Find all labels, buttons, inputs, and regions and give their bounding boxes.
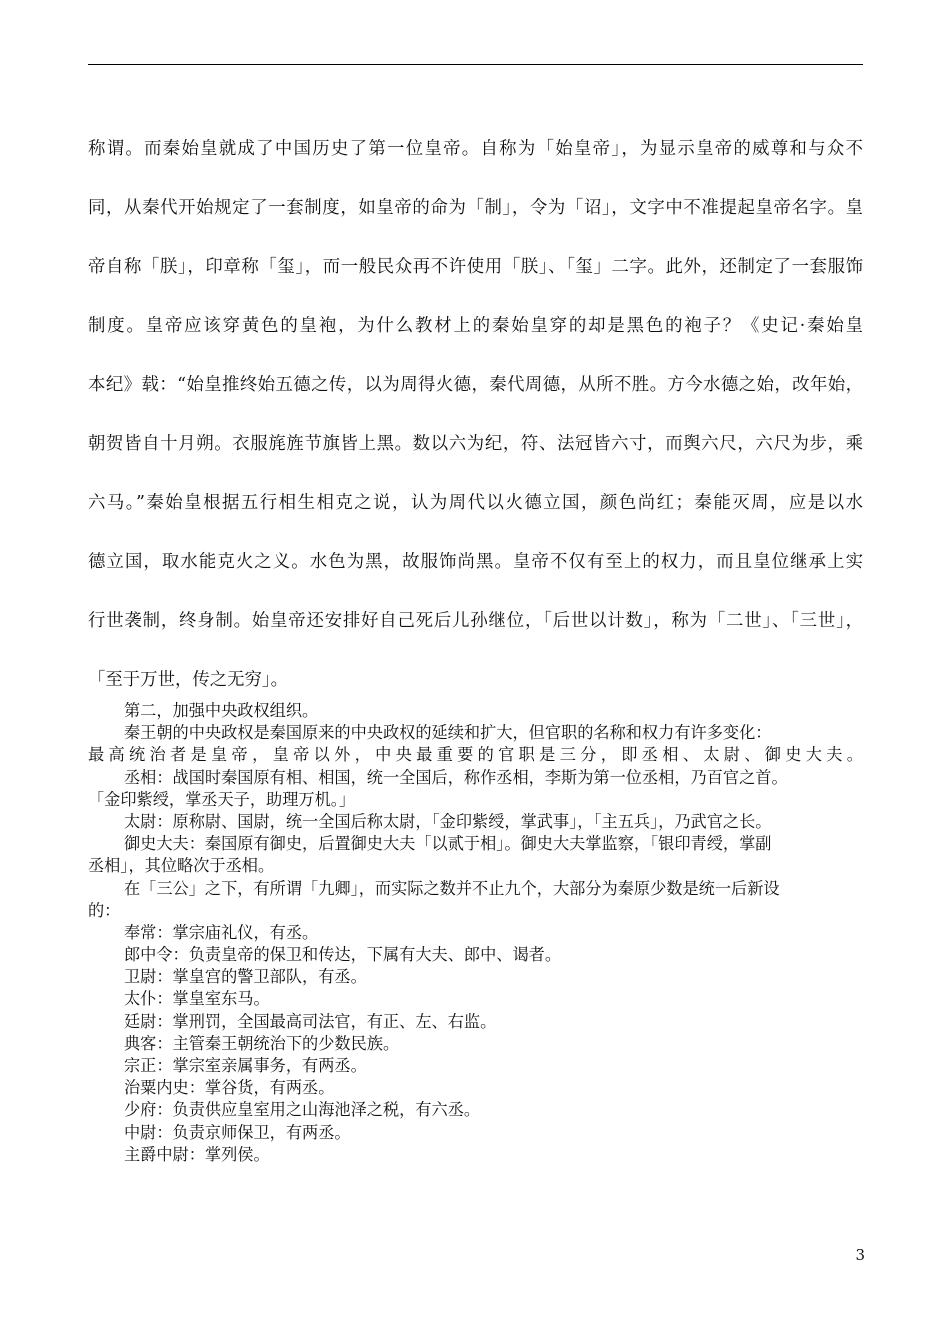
text-line: 行世袭制，终身制。始皇帝还安排好自己死后儿孙继位，「后世以计数」，称为「二世」、「三世」， xyxy=(88,611,863,631)
list-item: 宗正：掌宗室亲属事务，有两丞。 xyxy=(124,1056,367,1075)
text-line: 太尉：原称尉、国尉，统一全国后称太尉，「金印紫绶，掌武事」，「主五兵」，乃武官之长。 xyxy=(124,811,772,831)
text-line: 御史大夫：秦国原有御史，后置御史大夫「以贰于相」。御史大夫掌监察，「银印青绶，掌副 xyxy=(124,834,772,854)
text-line: 六马。”秦始皇根据五行相生相克之说，认为周代以火德立国，颜色尚红；秦能灭周，应是以水 xyxy=(88,493,863,513)
list-item: 中尉：负责京师保卫，有两丞。 xyxy=(124,1122,351,1142)
text-line: 「至于万世，传之无穷」。 xyxy=(88,670,288,690)
text-line: 称谓。而秦始皇就成了中国历史了第一位皇帝。自称为「始皇帝」，为显示皇帝的威尊和与众不 xyxy=(88,139,863,159)
list-item: 卫尉：掌皇宫的警卫部队，有丞。 xyxy=(124,967,367,987)
text-line: 本纪》载：“始皇推终始五德之传，以为周得火德，秦代周德，从所不胜。方今水德之始，改年始， xyxy=(88,375,863,395)
text-line: 制度。皇帝应该穿黄色的皇袍，为什么教材上的秦始皇穿的却是黑色的袍子？《史记·秦始皇 xyxy=(88,316,863,336)
text-line: 丞相：战国时秦国原有相、相国，统一全国后，称作丞相，李斯为第一位丞相，乃百官之首。 xyxy=(124,767,788,787)
list-item: 廷尉：掌刑罚，全国最高司法官，有正、左、右监。 xyxy=(124,1011,497,1031)
text-line: 朝贺皆自十月朔。衣服旄旌节旗皆上黑。数以六为纪，符、法冠皆六寸，而舆六尺，六尺为步，乘 xyxy=(88,434,863,454)
text-line: 在「三公」之下，有所谓「九卿」，而实际之数并不止九个，大部分为秦原少数是统一后新设 xyxy=(124,878,780,898)
text-line: 帝自称「朕」，印章称「玺」，而一般民众再不许使用「朕」、「玺」二字。此外，还制定了一套服饰 xyxy=(88,257,863,277)
text-line: 丞相」，其位略次于丞相。 xyxy=(88,856,275,876)
text-line: 「金印紫绶，掌丞天子，助理万机。」 xyxy=(88,789,356,809)
list-item: 治粟内史：掌谷货，有两丞。 xyxy=(124,1078,335,1098)
text-line: 同，从秦代开始规定了一套制度，如皇帝的命为「制」，令为「诏」，文字中不准提起皇帝名字。皇 xyxy=(88,198,863,218)
list-item: 少府：负责供应皇室用之山海池泽之税，有六丞。 xyxy=(124,1100,481,1120)
text-line: 德立国，取水能克火之义。水色为黑，故服饰尚黑。皇帝不仅有至上的权力，而且皇位继承上实 xyxy=(88,552,863,572)
header-rule xyxy=(88,64,863,65)
list-item: 主爵中尉：掌列侯。 xyxy=(124,1144,270,1164)
text-line: 最高统治者是皇帝，皇帝以外，中央最重要的官职是三分，即丞相、太尉、御史大夫。 xyxy=(88,745,863,765)
section-heading: 第二，加强中央政权组织。 xyxy=(124,701,319,720)
list-item: 典客：主管秦王朝统治下的少数民族。 xyxy=(124,1033,400,1053)
main-paragraph xyxy=(88,120,863,710)
text-line: 秦王朝的中央政权是秦国原来的中央政权的延续和扩大，但官职的名称和权力有许多变化： xyxy=(124,723,772,743)
text-line: 的： xyxy=(88,900,121,920)
page-number: 3 xyxy=(855,1246,865,1264)
section-central-government xyxy=(88,700,863,1166)
list-item: 郎中令：负责皇帝的保卫和传达，下属有大夫、郎中、谒者。 xyxy=(124,945,562,965)
list-item: 奉常：掌宗庙礼仪，有丞。 xyxy=(124,922,319,942)
list-item: 太仆：掌皇室东马。 xyxy=(124,989,270,1009)
